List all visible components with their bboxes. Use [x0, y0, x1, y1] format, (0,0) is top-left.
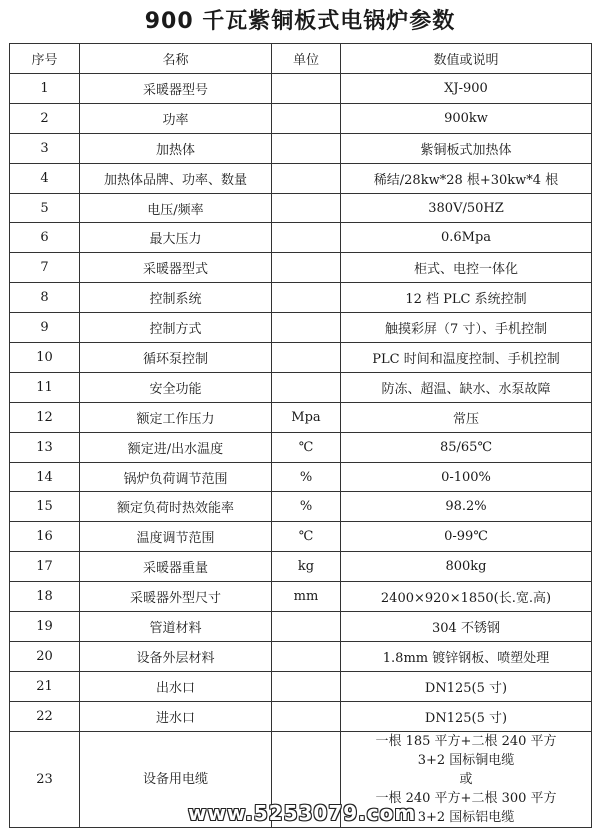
cell-name: 加热体品牌、功率、数量 [80, 163, 272, 193]
table-row [10, 432, 592, 462]
cell-no: 8 [10, 283, 80, 313]
cell-name: 额定工作压力 [80, 402, 272, 432]
cell-name: 锅炉负荷调节范围 [80, 462, 272, 492]
cell-name: 设备外层材料 [80, 641, 272, 671]
cell-unit: kg [272, 552, 341, 582]
cell-value: 防冻、超温、缺水、水泵故障 [341, 372, 592, 402]
cell-name: 进水口 [80, 701, 272, 731]
cell-name: 控制系统 [80, 283, 272, 313]
table-row [10, 253, 592, 283]
cell-name: 采暖器型号 [80, 74, 272, 104]
cell-name: 最大压力 [80, 223, 272, 253]
cell-unit [272, 641, 341, 671]
cell-unit: ℃ [272, 432, 341, 462]
cell-name: 控制方式 [80, 313, 272, 343]
cell-name: 设备用电缆 [80, 731, 272, 827]
cell-no: 20 [10, 641, 80, 671]
header-unit: 单位 [272, 44, 341, 74]
cell-value: 0-99℃ [341, 522, 592, 552]
cell-no: 17 [10, 552, 80, 582]
table-row [10, 163, 592, 193]
cell-no: 18 [10, 582, 80, 612]
cell-value: 1.8mm 镀锌钢板、喷塑处理 [341, 641, 592, 671]
cell-unit [272, 253, 341, 283]
cell-unit: % [272, 462, 341, 492]
cell-name: 管道材料 [80, 612, 272, 642]
table-row [10, 402, 592, 432]
cell-no: 22 [10, 701, 80, 731]
cell-unit: mm [272, 582, 341, 612]
cell-name: 额定负荷时热效能率 [80, 492, 272, 522]
table-row [10, 582, 592, 612]
cell-value: DN125(5 寸) [341, 671, 592, 701]
table-row [10, 343, 592, 373]
cell-unit [272, 163, 341, 193]
cell-value: 柜式、电控一体化 [341, 253, 592, 283]
table-row [10, 74, 592, 104]
table-row [10, 223, 592, 253]
cell-no: 21 [10, 671, 80, 701]
table-row [10, 701, 592, 731]
cell-unit [272, 283, 341, 313]
cell-unit [272, 103, 341, 133]
table-row [10, 193, 592, 223]
cell-value: 800kg [341, 552, 592, 582]
header-value: 数值或说明 [341, 44, 592, 74]
table-row [10, 133, 592, 163]
cell-value: PLC 时间和温度控制、手机控制 [341, 343, 592, 373]
cell-name: 电压/频率 [80, 193, 272, 223]
cell-no: 10 [10, 343, 80, 373]
cell-no: 2 [10, 103, 80, 133]
cell-no: 9 [10, 313, 80, 343]
cell-no: 6 [10, 223, 80, 253]
cell-name: 温度调节范围 [80, 522, 272, 552]
cell-no: 11 [10, 372, 80, 402]
cell-name: 出水口 [80, 671, 272, 701]
cell-value: 304 不锈钢 [341, 612, 592, 642]
table-row [10, 492, 592, 522]
cell-value: 触摸彩屏（7 寸）、手机控制 [341, 313, 592, 343]
cell-value: 12 档 PLC 系统控制 [341, 283, 592, 313]
page-title: 900 千瓦紫铜板式电锅炉参数 [144, 9, 456, 34]
cell-value: 0-100% [341, 462, 592, 492]
cell-value: 2400×920×1850(长.宽.高) [341, 582, 592, 612]
cell-value-line: 一根 185 平方+二根 240 平方 [375, 733, 557, 749]
cell-name: 采暖器外型尺寸 [80, 582, 272, 612]
cell-value-line: 一根 240 平方+二根 300 平方 [375, 790, 557, 806]
table-row [10, 522, 592, 552]
watermark: www.5253079.com [188, 801, 417, 825]
header-name: 名称 [80, 44, 272, 74]
cell-no: 7 [10, 253, 80, 283]
cell-name: 功率 [80, 103, 272, 133]
cell-unit [272, 133, 341, 163]
table-header-row [10, 44, 592, 74]
table-row [10, 313, 592, 343]
table-row [10, 552, 592, 582]
table-row [10, 462, 592, 492]
cell-name: 采暖器型式 [80, 253, 272, 283]
cell-no: 23 [10, 731, 80, 827]
cell-value-line: 3+2 国标铜电缆 [417, 752, 515, 768]
cell-no: 3 [10, 133, 80, 163]
table-row [10, 283, 592, 313]
cell-value: 稀结/28kw*28 根+30kw*4 根 [341, 163, 592, 193]
cell-name: 循环泵控制 [80, 343, 272, 373]
cell-no: 5 [10, 193, 80, 223]
cell-name: 加热体 [80, 133, 272, 163]
cell-value: 900kw [341, 103, 592, 133]
cell-value: 98.2% [341, 492, 592, 522]
cell-unit [272, 313, 341, 343]
cell-unit [272, 671, 341, 701]
cell-no: 12 [10, 402, 80, 432]
table-row [10, 372, 592, 402]
cell-unit [272, 612, 341, 642]
cell-unit [272, 193, 341, 223]
cell-no: 19 [10, 612, 80, 642]
table-row [10, 641, 592, 671]
parameter-table [9, 43, 592, 828]
cell-value: 380V/50HZ [341, 193, 592, 223]
cell-name: 安全功能 [80, 372, 272, 402]
cell-unit: Mpa [272, 402, 341, 432]
cell-no: 15 [10, 492, 80, 522]
table-row [10, 671, 592, 701]
cell-no: 14 [10, 462, 80, 492]
cell-unit [272, 74, 341, 104]
cell-unit [272, 223, 341, 253]
cell-value: DN125(5 寸) [341, 701, 592, 731]
cell-unit: % [272, 492, 341, 522]
cell-unit [272, 372, 341, 402]
cell-unit [272, 701, 341, 731]
cell-value: 85/65℃ [341, 432, 592, 462]
cell-no: 13 [10, 432, 80, 462]
cell-value: XJ-900 [341, 74, 592, 104]
cell-no: 16 [10, 522, 80, 552]
header-no: 序号 [10, 44, 80, 74]
table-row [10, 103, 592, 133]
cell-unit [272, 343, 341, 373]
cell-value-line: 或 [459, 771, 473, 787]
cell-name: 采暖器重量 [80, 552, 272, 582]
cell-value: 0.6Mpa [341, 223, 592, 253]
cell-name: 额定进/出水温度 [80, 432, 272, 462]
cell-no: 1 [10, 74, 80, 104]
cell-value-line: 3+2 国标铝电缆 [417, 809, 515, 825]
table-row [10, 612, 592, 642]
cell-value: 常压 [341, 402, 592, 432]
cell-unit: ℃ [272, 522, 341, 552]
cell-value: 紫铜板式加热体 [341, 133, 592, 163]
cell-no: 4 [10, 163, 80, 193]
